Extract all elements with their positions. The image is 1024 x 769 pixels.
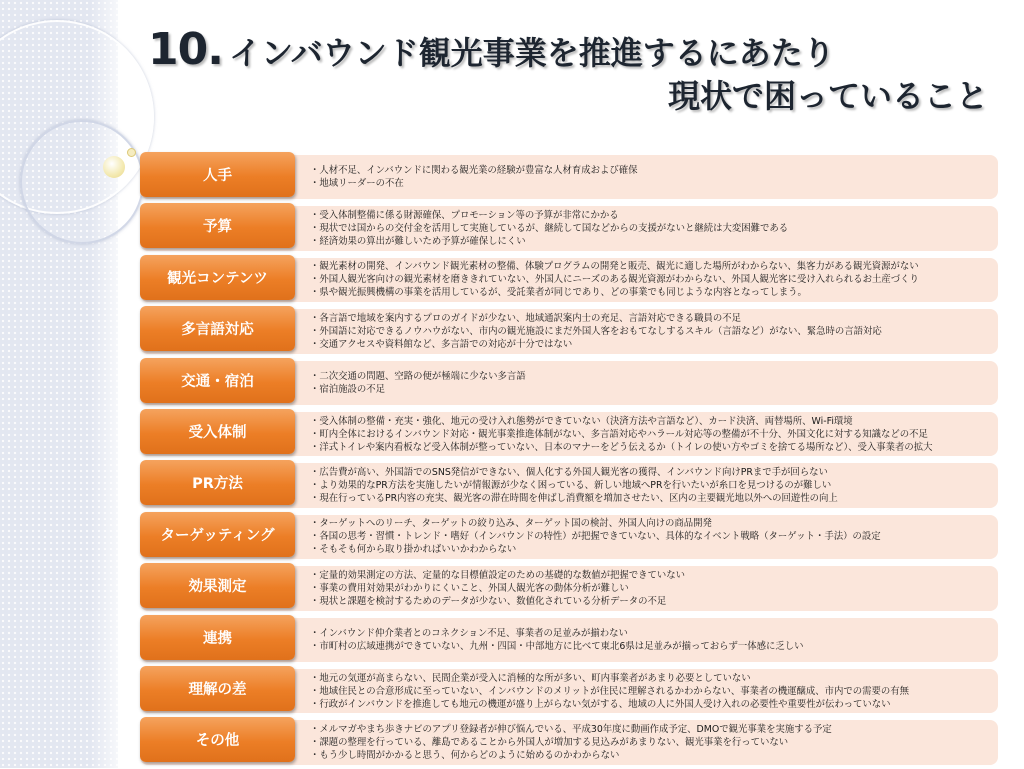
- issue-item: ・市町村の広域連携ができていない、九州・四国・中部地方に比べて東北6県は足並みが揃っておらず一体感に乏しい: [310, 640, 804, 652]
- issue-item: ・現状と課題を検討するためのデータが少ない、数値化されている分析データの不足: [310, 595, 667, 607]
- issue-row: [140, 615, 998, 666]
- issue-row: [140, 717, 998, 768]
- issue-item: ・現状では国からの交付金を活用して実施しているが、継続して国などからの支援がないと継続は大変困難である: [310, 223, 789, 235]
- issue-item: ・広告費が高い、外国語でのSNS発信ができない、個人化する外国人観光客の獲得、インバウンド向けPRまで手が回らない: [310, 467, 828, 479]
- issue-items: [310, 720, 992, 764]
- issue-item: ・各言語で地域を案内するプロのガイドが少ない、地域通訳案内士の充足、言語対応できる職員の不足: [310, 312, 741, 324]
- category-label: その他: [140, 717, 295, 762]
- issue-list: [140, 152, 998, 769]
- issue-item: ・地域リーダーの不在: [310, 178, 404, 190]
- title-line-1: インバウンド観光事業を推進するにあたり: [228, 34, 835, 72]
- issue-item: ・町内全体におけるインバウンド対応・観光事業推進体制がない、多言語対応やハラール対応等の整備が不十分、外国文化に対する知識などの不足: [310, 428, 928, 440]
- issue-items: [310, 361, 992, 405]
- issue-row: [140, 666, 998, 717]
- issue-item: ・課題の整理を行っている、離島であることから外国人が増加する見込みがあまりない、観光事業を行っていない: [310, 736, 789, 748]
- issue-item: ・外国語に対応できるノウハウがない、市内の観光施設にまだ外国人客をおもてなしするスキル（言語など）がない、緊急時の言語対応: [310, 325, 882, 337]
- issue-item: ・受入体制整備に係る財源確保、プロモーション等の予算が非常にかかる: [310, 210, 619, 222]
- issue-item: ・観光素材の開発、インバウンド観光素材の整備、体験プログラムの開発と販売、観光に適した場所がわからない、集客力がある観光資源がない: [310, 261, 919, 273]
- issue-item: ・定量的効果測定の方法、定量的な目標値設定のための基礎的な数値が把握できていない: [310, 569, 686, 581]
- issue-item: ・もう少し時間がかかると思う、何からどのように始めるのかわからない: [310, 749, 620, 761]
- title-line-2: 現状で困っていること: [667, 77, 988, 115]
- issue-item: ・外国人観光客向けの観光素材を磨ききれていない、外国人にニーズのある観光資源がわからない、外国人観光客に受け入れられるお土産づくり: [310, 274, 919, 286]
- issue-item: ・交通アクセスや資料館など、多言語での対応が十分ではない: [310, 338, 573, 350]
- issue-item: ・そもそも何から取り掛かればいいかわからない: [310, 544, 517, 556]
- issue-row: [140, 203, 998, 254]
- issue-items: [310, 155, 992, 199]
- category-label: 多言語対応: [140, 306, 295, 351]
- category-label: 理解の差: [140, 666, 295, 711]
- issue-item: ・より効果的なPR方法を実施したいが情報源が少なく困っている、新しい地域へPRを行いたいが糸口を見つけるのが難しい: [310, 480, 832, 492]
- issue-item: ・メルマガやまち歩きナビのアプリ登録者が伸び悩んでいる、平成30年度に動画作成予定、DMOで観光事業を実施する予定: [310, 723, 832, 735]
- issue-item: ・人材不足、インバウンドに関わる観光業の経験が豊富な人材育成および確保: [310, 165, 638, 177]
- issue-item: ・ターゲットへのリーチ、ターゲットの絞り込み、ターゲット国の検討、外国人向けの商品開発: [310, 518, 712, 530]
- issue-item: ・洋式トイレや案内看板など受入体制が整っていない、日本のマナーをどう伝えるか（トイレの使い方やゴミを捨てる場所など）、受入事業者の拡大: [310, 441, 933, 453]
- category-label: 効果測定: [140, 563, 295, 608]
- issue-row: [140, 255, 998, 306]
- issue-row: [140, 152, 998, 203]
- issue-item: ・二次交通の問題、空路の便が極端に少ない多言語: [310, 370, 526, 382]
- decorative-bead: [103, 156, 125, 178]
- issue-row: [140, 306, 998, 357]
- issue-items: [310, 669, 992, 713]
- decorative-ring-small: [20, 120, 144, 244]
- issue-items: [310, 258, 992, 302]
- issue-row: [140, 358, 998, 409]
- issue-item: ・地元の気運が高まらない、民間企業が受入に消極的な所が多い、町内事業者があまり必要としていない: [310, 672, 751, 684]
- issue-item: ・経済効果の算出が難しいため予算が確保しにくい: [310, 236, 526, 248]
- issue-item: ・現在行っているPR内容の充実、観光客の滞在時間を伸ばし消費額を増加させたい、区内の主要観光地以外への回遊性の向上: [310, 493, 838, 505]
- issue-items: [310, 515, 992, 559]
- category-label: 受入体制: [140, 409, 295, 454]
- category-label: 人手: [140, 152, 295, 197]
- category-label: PR方法: [140, 460, 295, 505]
- issue-items: [310, 618, 992, 662]
- issue-row: [140, 460, 998, 511]
- issue-item: ・事業の費用対効果がわかりにくいこと、外国人観光客の動体分析が難しい: [310, 582, 629, 594]
- issue-items: [310, 206, 992, 250]
- category-label: 交通・宿泊: [140, 358, 295, 403]
- title-number: 10.: [148, 24, 223, 75]
- category-label: 予算: [140, 203, 295, 248]
- category-label: 連携: [140, 615, 295, 660]
- issue-item: ・受入体制の整備・充実・強化、地元の受け入れ態勢ができていない（決済方法や言語など）、カード決済、両替場所、Wi-Fi環境: [310, 415, 853, 427]
- issue-items: [310, 463, 992, 507]
- decorative-bead-small: [127, 148, 136, 157]
- issue-item: ・県や観光振興機構の事業を活用しているが、受託業者が同じであり、どの事業でも同じような内容となってしまう。: [310, 287, 807, 299]
- issue-item: ・行政がインバウンドを推進しても地元の機運が盛り上がらない気がする、地域の人に外国人受け入れの必要性や重要性が伝わっていない: [310, 698, 891, 710]
- issue-row: [140, 563, 998, 614]
- category-label: ターゲッティング: [140, 512, 295, 557]
- issue-items: [310, 309, 992, 353]
- issue-row: [140, 409, 998, 460]
- issue-item: ・各国の思考・習慣・トレンド・嗜好（インバウンドの特性）が把握できていない、具体的なイベント戦略（ターゲット・手法）の設定: [310, 531, 881, 543]
- issue-items: [310, 412, 992, 456]
- issue-item: ・地域住民との合意形成に至っていない、インバウンドのメリットが住民に理解されるかわからない、事業者の機運醸成、市内での需要の有無: [310, 685, 909, 697]
- issue-items: [310, 566, 992, 610]
- page-title: [148, 24, 998, 117]
- category-label: 観光コンテンツ: [140, 255, 295, 300]
- issue-item: ・宿泊施設の不足: [310, 383, 386, 395]
- issue-item: ・インバウンド仲介業者とのコネクション不足、事業者の足並みが揃わない: [310, 627, 628, 639]
- issue-row: [140, 512, 998, 563]
